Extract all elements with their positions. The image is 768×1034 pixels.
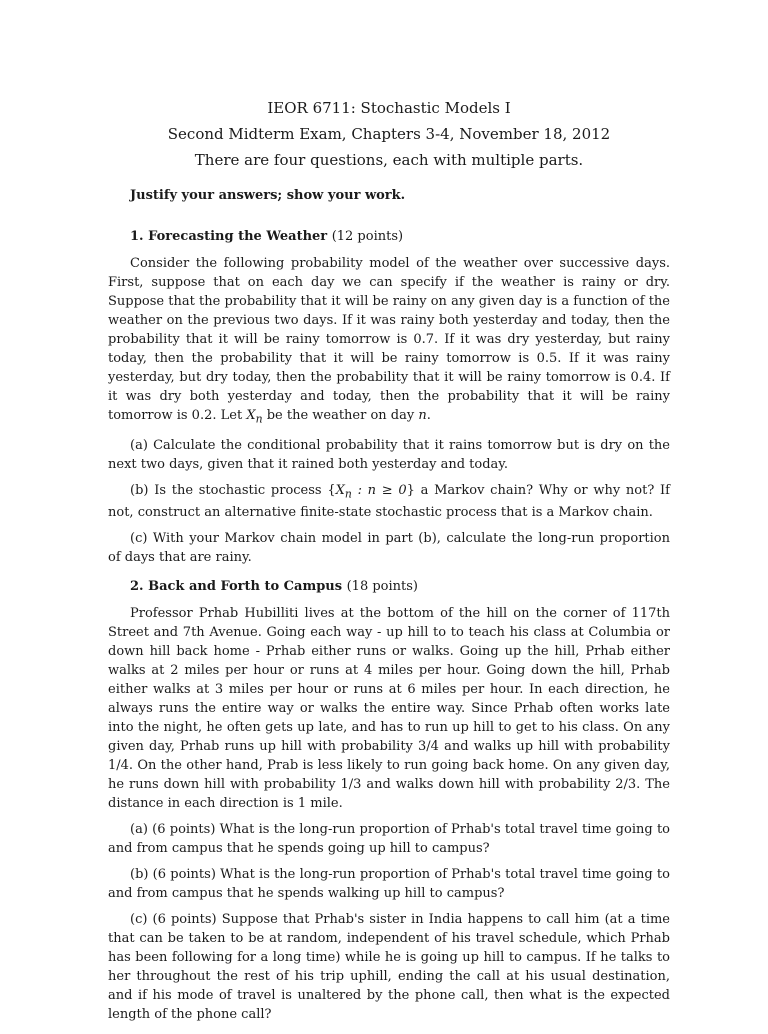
part-b-variable-x: X [335,482,345,498]
part-b-variable-subscript: n [344,487,352,501]
variable-x: X [246,408,256,423]
question-1-part-b [108,481,670,523]
question-2 [108,577,670,1024]
question-1-body [108,254,670,429]
question-1-body-end: . [426,408,431,423]
course-title: IEOR 6711: Stochastic Models I [267,99,511,117]
question-2-title: Back and Forth to Campus [148,579,343,595]
exam-subtitle: Second Midterm Exam, Chapters 3-4, November 18, 2012 [167,125,611,143]
question-1-points: (12 points) [331,229,404,244]
part-b-text-post: } a Markov chain? Why or why not? If not, construct an alternative finite-state stochastic process that is a Markov chain. [108,482,670,521]
exam-header [108,96,670,172]
question-1-body-text-2: be the weather on day [262,408,419,423]
question-2-part-a: (a) (6 points) What is the long-run proportion of Prhab's total travel time going to and from campus that he spends going up hill to campus? [108,822,670,857]
variable-x-subscript: n [255,412,263,426]
question-1-body-text: Consider the following probability model of the weather over successive days. First, suppose that on each day we can specify if the weather is rainy or dry. Suppose that the probability that it will be rainy on any given day is a function of the weather on the previous two days. If it was rainy both yesterday and today, then the probability that it will be rainy tomorrow is 0.7. If it was dry yesterday, but rainy today, then the probability that it will be rainy tomorrow is 0.5. If it was rainy yesterday, but dry today, then the probability that it will be rainy tomorrow is 0.4. If it was dry both yesterday and today, then the probability that it will be rainy tomorrow is 0.2. Let [108,256,670,423]
question-2-points: (18 points) [346,579,419,595]
question-2-part-c: (c) (6 points) Suppose that Prhab's sister in India happens to call him (at a time that can be taken to be at random, independent of his travel schedule, which Prhab has been following for a long time) while he is going up hill to campus. If he talks to her throughout the rest of his trip uphill, ending the call at his usual destination, and if his mode of travel is unaltered by the phone call, then what is the expected length of the phone call? [108,912,670,1023]
question-1-heading [130,227,670,246]
question-2-part-b: (b) (6 points) What is the long-run proportion of Prhab's total travel time going to and from campus that he spends walking up hill to campus? [108,867,670,902]
part-b-condition: : n ≥ 0 [351,482,407,498]
question-2-number: 2. [130,579,144,595]
exam-note: There are four questions, each with multiple parts. [194,151,584,169]
question-2-heading [130,577,670,596]
exam-page [108,96,670,1034]
question-1-part-a: (a) Calculate the conditional probability that it rains tomorrow but is dry on the next two days, given that it rained both yesterday and today. [108,437,670,472]
instructions: Justify your answers; show your work. [130,188,406,203]
question-1-number: 1. [130,229,144,244]
question-2-body: Professor Prhab Hubilliti lives at the bottom of the hill on the corner of 117th Street and 7th Avenue. Going each way - up hill to to teach his class at Columbia or down hill back home - Prhab either runs or walks. Going up the hill, Prhab either walks at 2 miles per hour or runs at 4 miles per hour. Going down the hill, Prhab either walks at 3 miles per hour or runs at 6 miles per hour. In each direction, he always runs the entire way or walks the entire way. Since Prhab often works late into the night, he often gets up late, and has to run up hill to get to his class. On any given day, Prhab runs up hill with probability 3/4 and walks up hill with probability 1/4. On the other hand, Prab is less likely to run going back home. On any given day, he runs down hill with probability 1/3 and walks down hill with probability 2/3. The distance in each direction is 1 mile. [108,606,670,812]
question-1 [108,227,670,567]
question-1-title: Forecasting the Weather [148,229,328,244]
part-b-text-pre: (b) Is the stochastic process { [130,482,336,498]
variable-n: n [418,408,427,423]
question-1-part-c: (c) With your Markov chain model in part (b), calculate the long-run proportion of days that are rainy. [108,531,670,566]
